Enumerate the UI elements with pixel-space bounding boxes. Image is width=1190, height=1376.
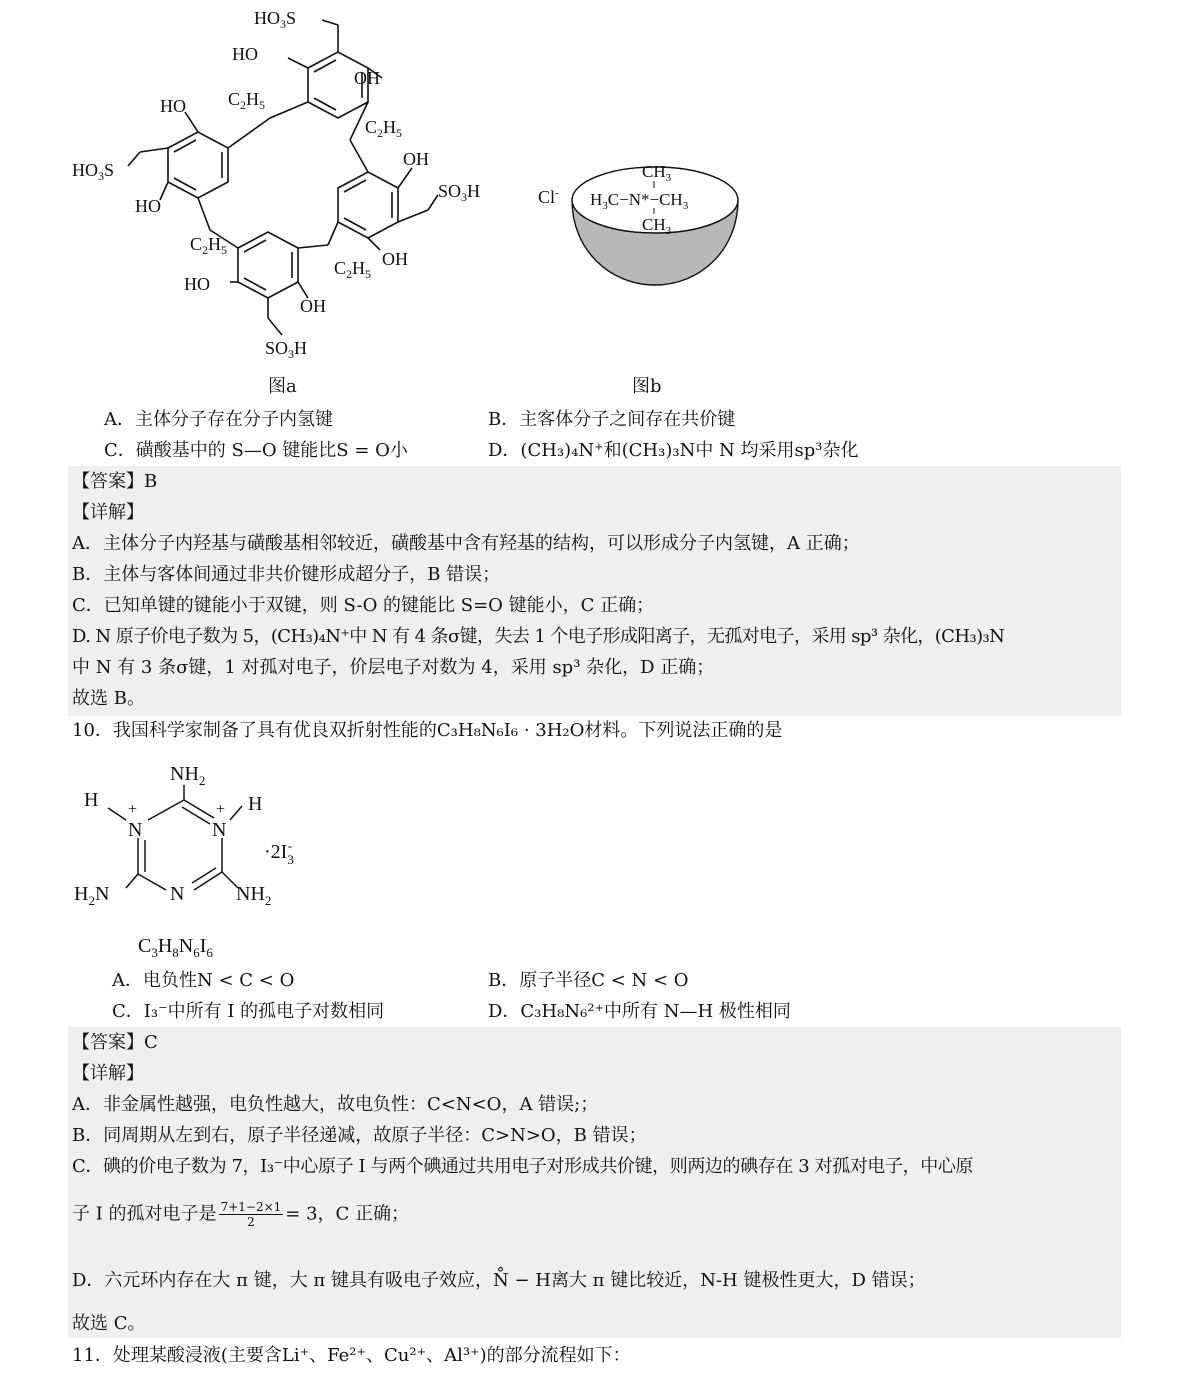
q10-option-b: B．原子半径C < N < O xyxy=(488,970,689,991)
q9-answer: 【答案】B xyxy=(72,471,158,492)
q10-option-d: D．C₃H₈N₆²⁺中所有 N—H 极性相同 xyxy=(488,1001,791,1022)
label-ho3s-left: $HO_3S$ xyxy=(72,160,115,183)
q10-conclusion: 故选 C。 xyxy=(72,1313,146,1334)
q10-explanation-b: B．同周期从左到右，原子半径递减，故原子半径：C>N>O，B 错误； xyxy=(72,1125,647,1146)
svg-text:HO: HO xyxy=(135,196,161,216)
svg-text:CH3: $CH_3$ xyxy=(642,162,672,184)
q9-explanation-c: C．已知单键的键能小于双键，则 S-O 的键能比 S=O 键能小，C 正确； xyxy=(72,595,655,616)
lone-pair-fraction: $\frac{7+1-2\times 1}{2}$ xyxy=(220,1200,282,1229)
svg-text:H: H xyxy=(84,789,99,811)
figure-a-caption: 图a xyxy=(268,376,297,397)
q10-explanation-d: D．六元环内存在大 π 键，大 π 键具有吸电子效应，N̊ − H离大 π 键比较近，N-H 键极性更大，D 错误； xyxy=(72,1270,926,1291)
svg-text:N: N xyxy=(170,883,185,905)
figure-b-caption: 图b xyxy=(632,376,662,397)
q9-explanation-d-line1: D. N 原子价电子数为 5，(CH₃)₄N⁺中 N 有 4 条σ键，失去 1 个电子形成阳离子，无孤对电子，采用 sp³ 杂化，(CH₃)₃N xyxy=(72,626,1005,647)
q10-option-c: C．I₃⁻中所有 I 的孤电子对数相同 xyxy=(112,1001,385,1022)
svg-text:C2H5: $C_2H_5$ xyxy=(228,89,266,112)
label-ho3s-top: $HO_3S$ xyxy=(254,8,297,31)
q9-option-c: C．磺酸基中的 S—O 键能比S = O小 xyxy=(104,440,408,461)
svg-text:NH2: $NH_2$ xyxy=(236,883,272,908)
q10-explanation-a: A．非金属性越强，电负性越大，故电负性：C<N<O，A 错误;； xyxy=(72,1094,599,1115)
label-so3h-bottom: $SO_3H$ xyxy=(265,338,308,361)
q9-detail-label: 【详解】 xyxy=(72,502,144,523)
q10-detail-label: 【详解】 xyxy=(72,1063,144,1084)
counter-ion: $\cdot 2I_3-$ xyxy=(264,838,294,867)
svg-text:C2H5: $C_2H_5$ xyxy=(190,234,228,257)
q9-option-b: B．主客体分子之间存在共价键 xyxy=(488,409,736,430)
svg-text:H2N: $H_2N$ xyxy=(74,883,110,908)
svg-text:OH: OH xyxy=(403,149,429,169)
q9-option-d: D．(CH₃)₄N⁺和(CH₃)₃N中 N 均采用sp³杂化 xyxy=(488,440,859,461)
svg-text:HO: HO xyxy=(160,96,186,116)
q10-option-a: A．电负性N < C < O xyxy=(112,970,295,991)
q10-stem: 10．我国科学家制备了具有优良双折射性能的C₃H₈N₆I₆ · 3H₂O材料。下列说法正确的是 xyxy=(72,720,783,741)
svg-text:OH: OH xyxy=(382,249,408,269)
q10-answer: 【答案】C xyxy=(72,1032,158,1053)
svg-text:OH: OH xyxy=(354,68,380,88)
svg-text:C2H5: $C_2H_5$ xyxy=(334,258,372,281)
q9-explanation-b: B．主体与客体间通过非共价键形成超分子，B 错误； xyxy=(72,564,501,585)
n-plus-right: N xyxy=(212,819,227,841)
q11-stem: 11．处理某酸浸液(主要含Li⁺、Fe²⁺、Cu²⁺、Al³⁺)的部分流程如下： xyxy=(72,1345,631,1366)
svg-text:C2H5: $C_2H_5$ xyxy=(365,117,403,140)
q9-explanation-a: A．主体分子内羟基与磺酸基相邻较近，磺酸基中含有羟基的结构，可以形成分子内氢键，A 正确； xyxy=(72,533,860,554)
svg-text:HO: HO xyxy=(184,274,210,294)
svg-text:CH3: $CH_3$ xyxy=(642,215,672,237)
q9-conclusion: 故选 B。 xyxy=(72,688,145,709)
svg-text:HO: HO xyxy=(232,44,258,64)
svg-text:+: + xyxy=(128,801,138,818)
q10-melaminium-structure xyxy=(66,748,326,963)
svg-text:H: H xyxy=(248,793,263,815)
svg-text:OH: OH xyxy=(300,296,326,316)
q9-option-a: A．主体分子存在分子内氢键 xyxy=(104,409,333,430)
figure-a-host-molecule xyxy=(60,0,510,370)
formula-label: $C_3H_8N_6I_6$ xyxy=(138,935,213,960)
q10-explanation-c-line1: C．碘的价电子数为 7，I₃⁻中心原子 I 与两个碘通过共用电子对形成共价键，则两边的碘存在 3 对孤对电子，中心原 xyxy=(72,1156,974,1177)
label-so3h-right: $SO_3H$ xyxy=(438,181,481,204)
figure-b-host-guest-diagram xyxy=(530,150,750,300)
chloride-anion: Cl- xyxy=(538,187,559,207)
svg-text:H3C−N*−CH3: $H_3C-N*-CH_3$ xyxy=(590,190,689,212)
q10-explanation-c-line2: 子 I 的孤对电子是 $\frac{7+1-2\times 1}{2}$ = 3，C 正确； xyxy=(72,1200,410,1229)
q9-explanation-d-line2: 中 N 有 3 条σ键，1 对孤对电子，价层电子对数为 4，采用 sp³ 杂化，D 正确； xyxy=(72,657,715,678)
n-plus-left: N xyxy=(128,819,143,841)
svg-text:NH2: $NH_2$ xyxy=(170,763,206,788)
svg-text:+: + xyxy=(216,801,226,818)
